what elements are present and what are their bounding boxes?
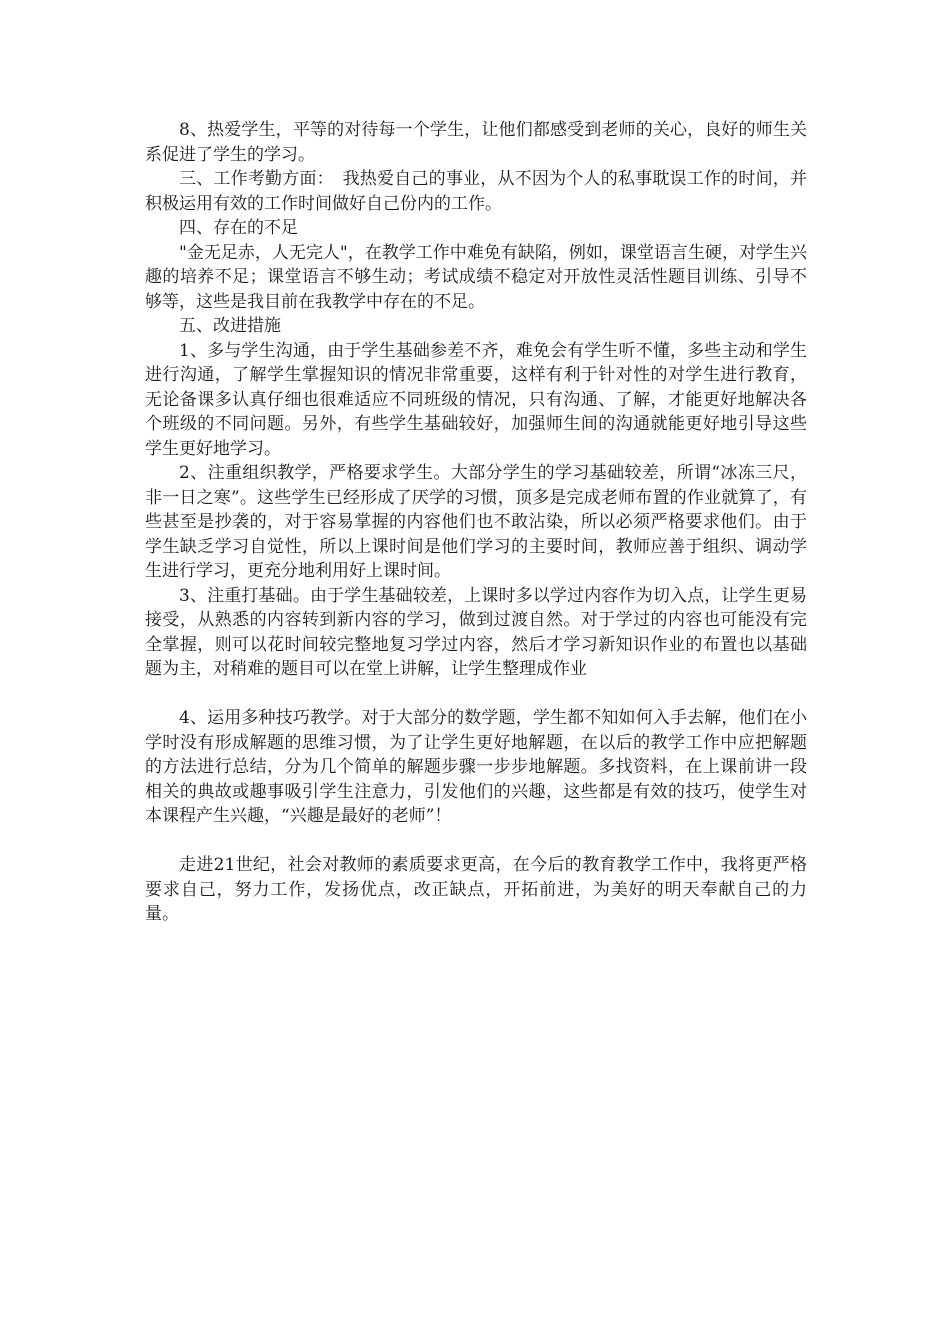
paragraph-improvement-1: 1、多与学生沟通，由于学生基础参差不齐，难免会有学生听不懂，多些主动和学生进行沟通，了解学生掌握知识的情况非常重要，这样有利于针对性的对学生进行教育，无论备课多认真仔细也很难适应不同班级的情况，只有沟通、了解，才能更好地解决各个班级的不同问题。另外，有些学生基础较好，加强师生间的沟通就能更好地引导这些学生更好地学习。 <box>145 340 807 459</box>
paragraph-love-students: 8、热爱学生，平等的对待每一个学生，让他们都感受到老师的关心，良好的师生关系促进了学生的学习。 <box>145 120 807 165</box>
paragraph-conclusion: 走进21世纪，社会对教师的素质要求更高，在今后的教育教学工作中，我将更严格要求自己，努力工作，发扬优点，改正缺点，开拓前进，为美好的明天奉献自己的力量。 <box>145 855 807 924</box>
blank-line <box>145 829 807 854</box>
paragraph-attendance: 三、工作考勤方面： 我热爱自己的事业，从不因为个人的私事耽误工作的时间，并积极运用有效的工作时间做好自己份内的工作。 <box>145 169 807 214</box>
paragraph-shortcomings: "金无足赤，人无完人"，在教学工作中难免有缺陷，例如，课堂语言生硬，对学生兴趣的培养不足；课堂语言不够生动；考试成绩不稳定对开放性灵活性题目训练、引导不够等，这些是我目前在我教学中存在的不足。 <box>145 242 807 312</box>
paragraph-improvement-3: 3、注重打基础。由于学生基础较差，上课时多以学过内容作为切入点，让学生更易接受，从熟悉的内容转到新内容的学习，做到过渡自然。对于学过的内容也可能没有完全掌握，则可以花时间较完整地复习学过内容，然后才学习新知识作业的布置也以基础题为主，对稍难的题目可以在堂上讲解，让学生整理成作业 <box>145 585 807 679</box>
document-body <box>145 118 807 927</box>
heading-improvements: 五、改进措施 <box>179 316 281 336</box>
paragraph-improvement-4: 4、运用多种技巧教学。对于大部分的数学题，学生都不知如何入手去解，他们在小学时没有形成解题的思维习惯，为了让学生更好地解题，在以后的教学工作中应把解题的方法进行总结，分为几个简单的解题步骤一步步地解题。多找资料，在上课前讲一段相关的典故或趣事吸引学生注意力，引发他们的兴趣，这些都是有效的技巧，使学生对本课程产生兴趣，“兴趣是最好的老师”！ <box>145 708 807 826</box>
blank-line <box>145 682 807 707</box>
heading-shortcomings: 四、存在的不足 <box>179 218 298 238</box>
paragraph-improvement-2: 2、注重组织教学，严格要求学生。大部分学生的学习基础较差，所谓“冰冻三尺，非一日之寒”。这些学生已经形成了厌学的习惯，顶多是完成老师布置的作业就算了，有些甚至是抄袭的，对于容易掌握的内容他们也不敢沾染，所以必须严格要求他们。由于学生缺乏学习自觉性，所以上课时间是他们学习的主要时间，教师应善于组织、调动学生进行学习，更充分地利用好上课时间。 <box>145 463 807 581</box>
